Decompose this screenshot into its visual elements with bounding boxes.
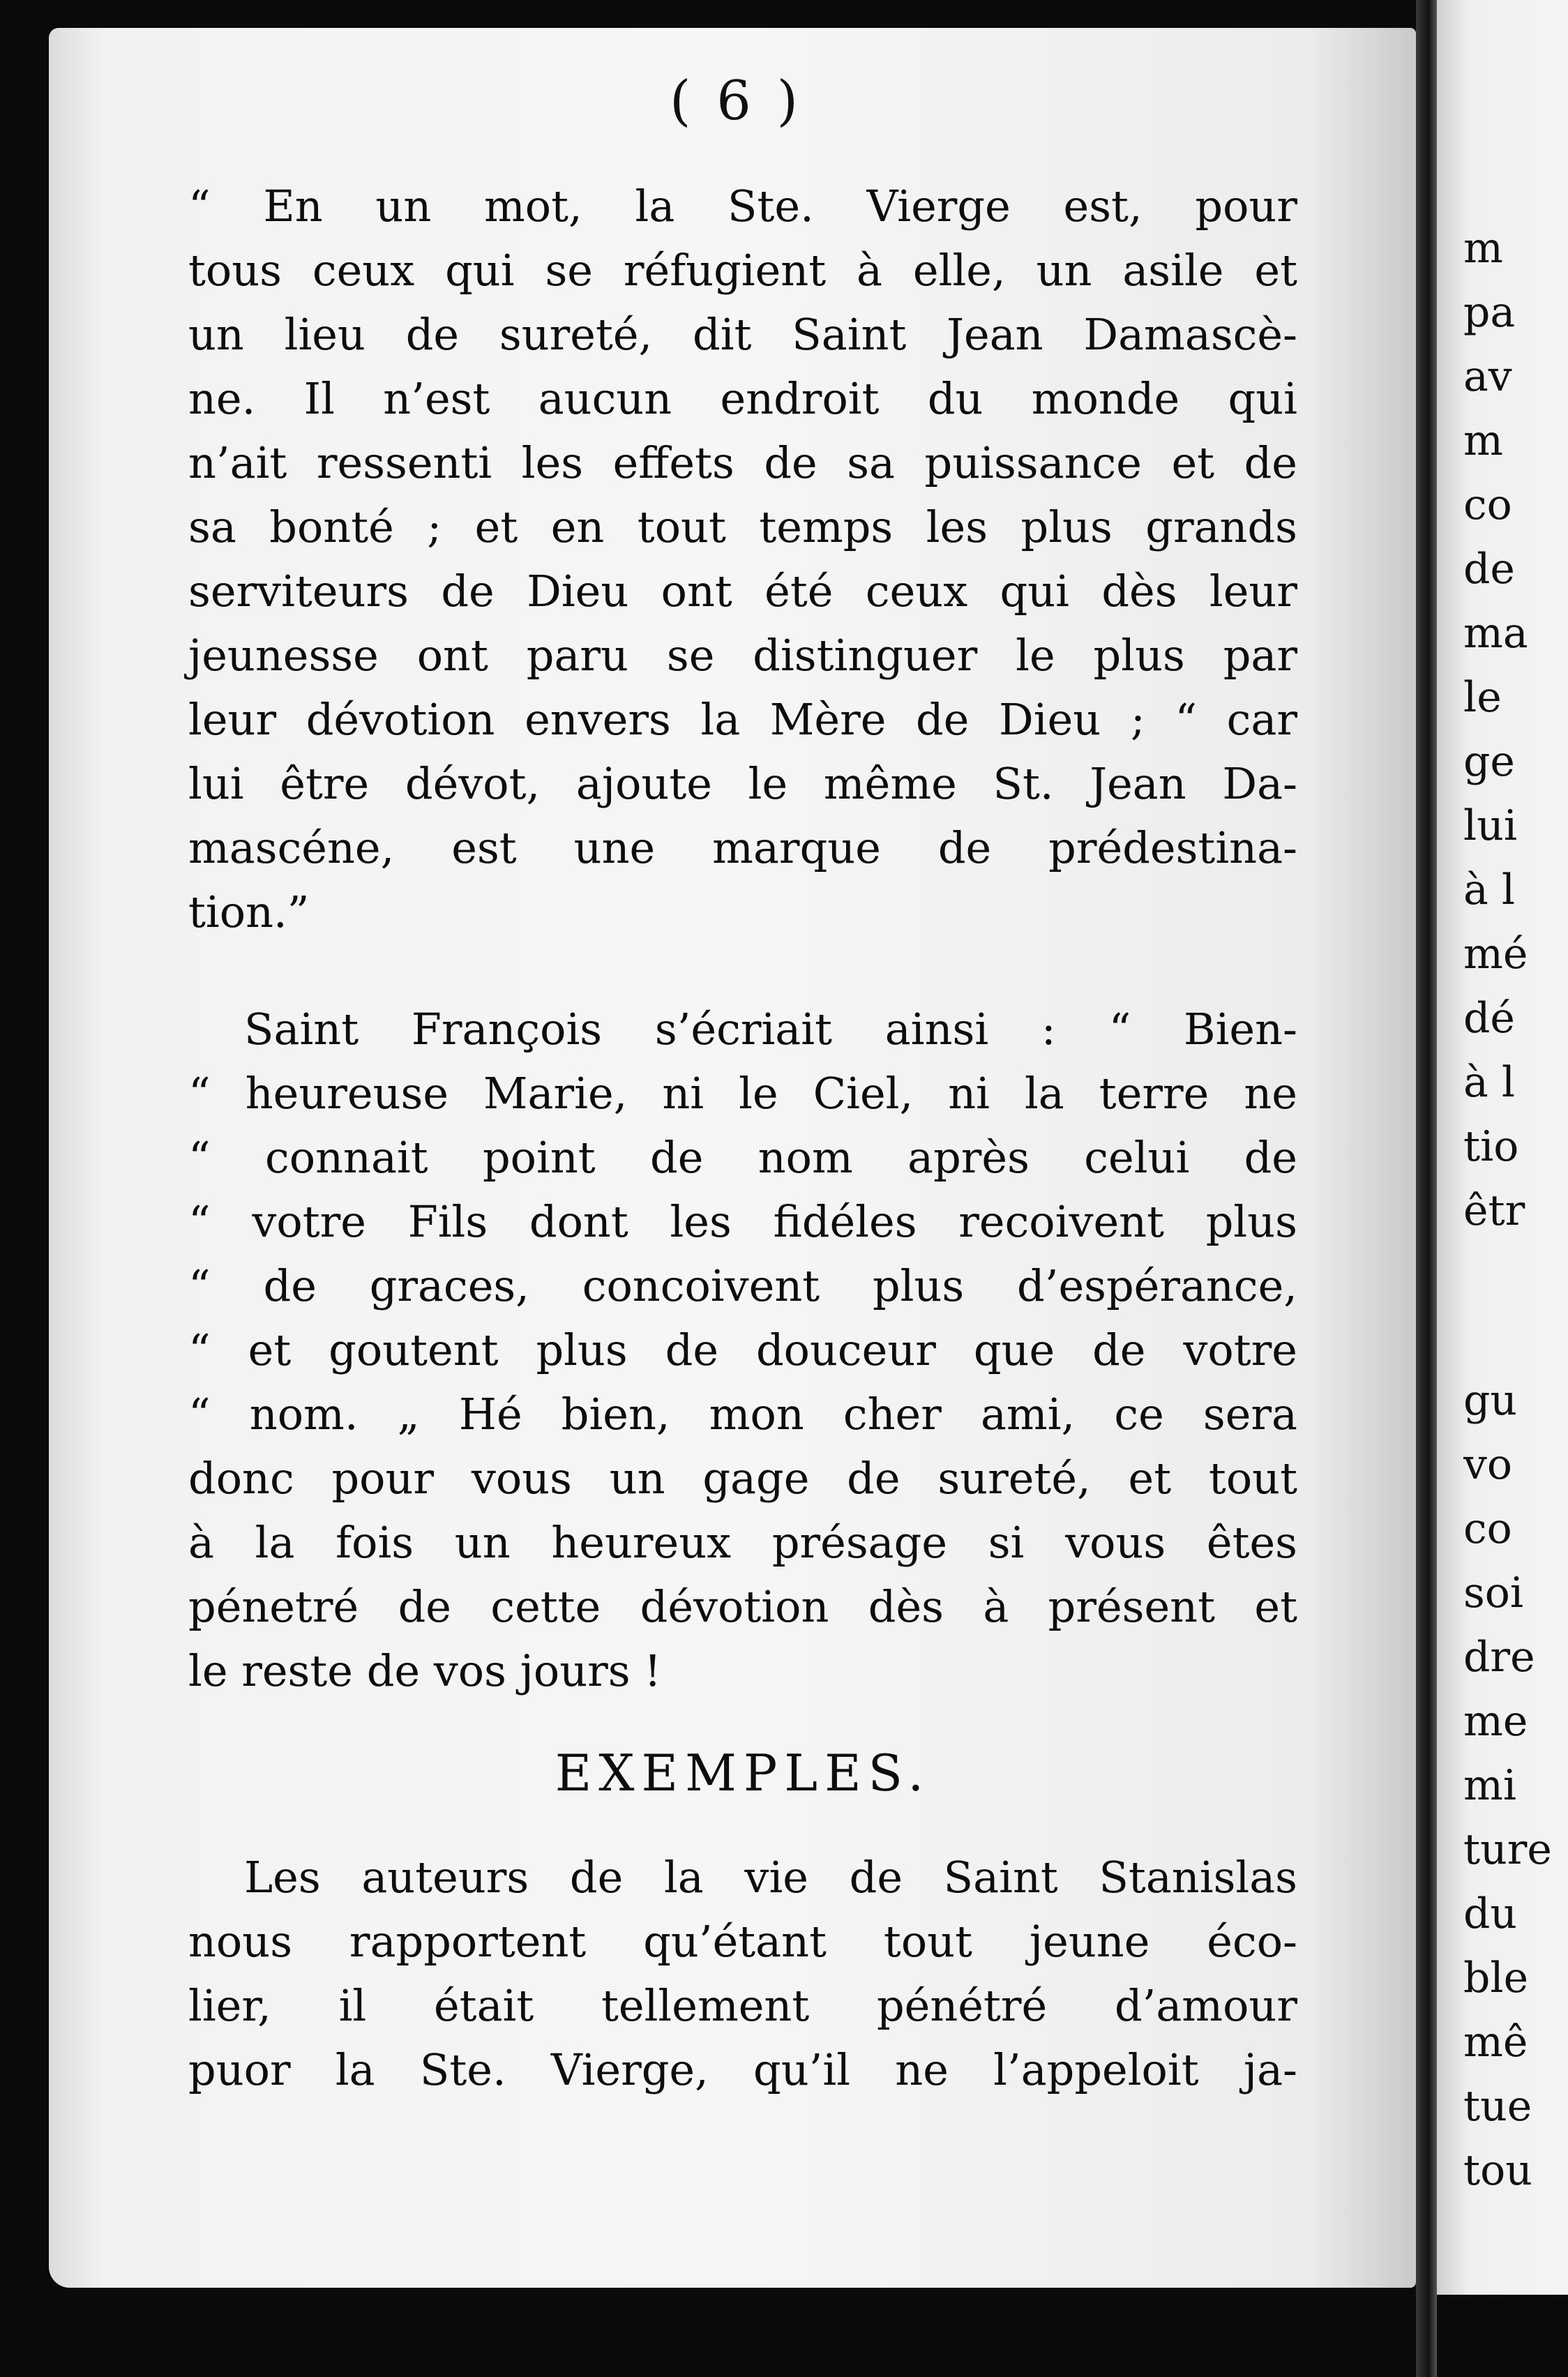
facing-fragment: ma [1463, 609, 1528, 658]
text-line: Les auteurs de la vie de Saint Stanislas [244, 1852, 1297, 1903]
facing-fragment: le [1463, 673, 1502, 722]
text-line: serviteurs de Dieu ont été ceux qui dès leur [188, 566, 1297, 617]
paragraph-saint-francois [188, 997, 1297, 1703]
section-heading: EXEMPLES. [555, 1744, 931, 1802]
facing-fragment: mé [1463, 930, 1528, 979]
text-line: le reste de vos jours ! [188, 1645, 662, 1696]
facing-fragment: m [1463, 224, 1503, 273]
facing-fragment: lui [1463, 801, 1518, 850]
facing-fragment: soi [1463, 1569, 1524, 1617]
text-line: donc pour vous un gage de sureté, et tout [188, 1453, 1297, 1504]
text-line: lier, il était tellement pénétré d’amour [188, 1980, 1297, 2031]
facing-fragment: ture [1463, 1825, 1552, 1874]
facing-fragment: tou [1463, 2146, 1532, 2195]
text-line: “ et goutent plus de douceur que de votre [188, 1325, 1297, 1375]
text-line: “ votre Fils dont les fidéles recoivent plus [188, 1196, 1297, 1247]
text-line: ne. Il n’est aucun endroit du monde qui [188, 373, 1297, 424]
text-line: pénetré de cette dévotion dès à présent et [188, 1581, 1297, 1632]
facing-fragment: mi [1463, 1761, 1517, 1810]
facing-fragment: co [1463, 481, 1512, 529]
facing-fragment: à l [1463, 1058, 1516, 1107]
text-line: “ heureuse Marie, ni le Ciel, ni la terre ne [188, 1068, 1297, 1119]
facing-fragment: me [1463, 1697, 1528, 1746]
text-line: un lieu de sureté, dit Saint Jean Damascè- [188, 309, 1297, 360]
facing-fragment: pa [1463, 288, 1516, 337]
text-line: “ de graces, concoivent plus d’espérance, [188, 1260, 1297, 1311]
text-line: “ En un mot, la Ste. Vierge est, pour [188, 181, 1297, 232]
text-line: puor la Ste. Vierge, qu’il ne l’appeloit ja- [188, 2044, 1297, 2095]
facing-fragment: gu [1463, 1376, 1518, 1425]
paragraph-damascene-quote [188, 174, 1297, 944]
text-line: “ connait point de nom après celui de [188, 1132, 1297, 1183]
text-line: tion.” [188, 886, 310, 937]
text-line: “ nom. „ Hé bien, mon cher ami, ce sera [188, 1389, 1297, 1440]
text-line: lui être dévot, ajoute le même St. Jean Da- [188, 758, 1297, 809]
text-line: n’ait ressenti les effets de sa puissance et de [188, 437, 1297, 488]
facing-fragment: de [1463, 545, 1515, 594]
facing-fragment: co [1463, 1504, 1512, 1553]
text-line: jeunesse ont paru se distinguer le plus par [188, 630, 1297, 681]
text-line: leur dévotion envers la Mère de Dieu ; “ car [188, 694, 1297, 745]
text-line: mascéne, est une marque de prédestina- [188, 822, 1297, 873]
text-line: nous rapportent qu’étant tout jeune éco- [188, 1916, 1297, 1967]
text-line: à la fois un heureux présage si vous êtes [188, 1517, 1297, 1568]
facing-fragment: mê [1463, 2018, 1528, 2067]
paragraph-saint-stanislas [188, 1846, 1297, 2102]
text-line: sa bonté ; et en tout temps les plus grands [188, 501, 1297, 552]
page-number: ( 6 ) [670, 70, 803, 133]
facing-fragment: à l [1463, 866, 1516, 914]
facing-fragment: m [1463, 416, 1503, 465]
book-gutter [1416, 0, 1437, 2377]
facing-fragment: tio [1463, 1122, 1519, 1171]
facing-page-text-fragments [1463, 216, 1568, 2203]
facing-fragment: vo [1463, 1440, 1513, 1489]
text-line: Saint François s’écriait ainsi : “ Bien- [244, 1004, 1297, 1055]
page-body [188, 174, 1297, 2102]
facing-fragment: av [1463, 352, 1512, 401]
facing-fragment: dé [1463, 994, 1515, 1043]
facing-fragment: dre [1463, 1633, 1535, 1682]
facing-fragment: êtr [1463, 1186, 1525, 1235]
facing-fragment: tue [1463, 2082, 1532, 2131]
facing-fragment: ge [1463, 737, 1515, 786]
facing-fragment: du [1463, 1889, 1518, 1938]
facing-fragment: ble [1463, 1954, 1529, 2002]
text-line: tous ceux qui se réfugient à elle, un asile et [188, 245, 1297, 296]
